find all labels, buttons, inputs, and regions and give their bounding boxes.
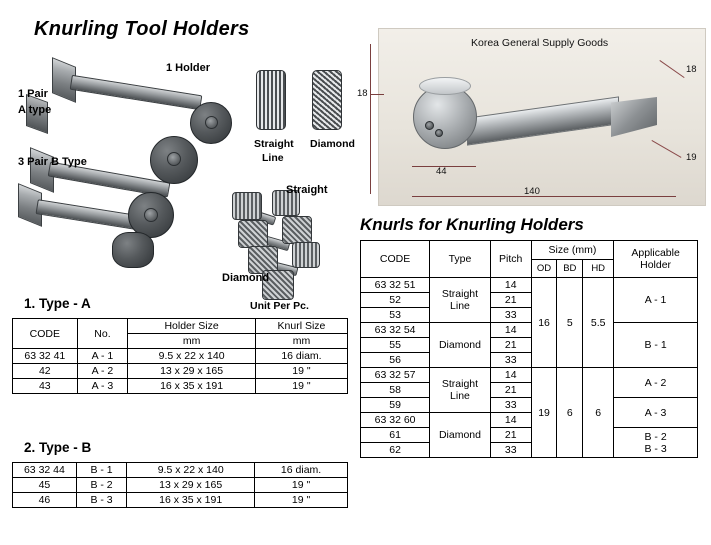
product-photo: [378, 28, 706, 206]
label-three-pair-b-type: 3 Pair B Type: [18, 156, 87, 168]
cell-type-line2: Line: [450, 300, 470, 312]
holder-head-nut-1: [205, 116, 218, 129]
cell-holder: 16 x 35 x 191: [128, 379, 256, 394]
cell-no: B - 1: [76, 463, 126, 478]
cell-code: 55: [361, 338, 430, 353]
label-diamond-swatch: Diamond: [310, 138, 355, 150]
dim-140-line: [412, 196, 676, 197]
cell-code: 42: [13, 364, 78, 379]
table-header-row: [13, 319, 348, 334]
cell-hd: 5.5: [583, 278, 614, 368]
label-one-pair: 1 Pair: [18, 88, 48, 100]
cell-knurl: 19 ": [255, 478, 348, 493]
cell-pitch: 33: [490, 443, 531, 458]
table-row: [361, 323, 698, 338]
header-no: No.: [77, 319, 128, 349]
dim-18-right: 18: [686, 64, 697, 75]
cell-no: B - 3: [76, 493, 126, 508]
table-row: [13, 493, 348, 508]
table-row: [361, 428, 698, 443]
cell-holder: [614, 428, 698, 458]
header-knurl-size-unit: mm: [255, 334, 347, 349]
table-row: [361, 368, 698, 383]
dim-44: 44: [436, 166, 447, 177]
label-diamond-wheels: Diamond: [222, 272, 270, 284]
cell-od: 16: [531, 278, 557, 368]
page-title: Knurling Tool Holders: [34, 18, 250, 40]
cell-pitch: 33: [490, 398, 531, 413]
cell-knurl: 19 ": [255, 493, 348, 508]
cell-code: 63 32 54: [361, 323, 430, 338]
header-holder-size: Holder Size: [128, 319, 256, 334]
knurls-table: [360, 240, 698, 458]
cell-code: 59: [361, 398, 430, 413]
photo-head-screw-2: [435, 129, 443, 137]
holder-head-4: [112, 232, 154, 268]
cell-bd: 5: [557, 278, 583, 368]
cell-type: Diamond: [430, 323, 491, 368]
cell-code: 63 32 57: [361, 368, 430, 383]
cell-code: 58: [361, 383, 430, 398]
cell-holder: 13 x 29 x 165: [128, 364, 256, 379]
cell-pitch: 14: [490, 413, 531, 428]
table-row: [361, 398, 698, 413]
cell-type: [430, 278, 491, 323]
cell-no: A - 2: [77, 364, 128, 379]
cell-knurl: 19 ": [255, 379, 347, 394]
photo-holder-head-top: [419, 77, 471, 95]
cell-bd: 6: [557, 368, 583, 458]
knurl-wheel-straight-3: [292, 242, 320, 268]
cell-no: A - 1: [77, 349, 128, 364]
knurl-wheel-diamond-1: [238, 220, 268, 248]
cell-type: [430, 368, 491, 413]
table-row: [13, 478, 348, 493]
diamond-sample: [312, 70, 342, 130]
header-applicable-holder: [614, 241, 698, 278]
knurls-section-title: Knurls for Knurling Holders: [360, 215, 584, 234]
cell-pitch: 14: [490, 368, 531, 383]
label-line: Line: [262, 152, 284, 164]
knurl-wheel-diamond-2: [282, 216, 312, 244]
cell-code: 43: [13, 379, 78, 394]
label-straight-wheels: Straight: [286, 184, 328, 196]
photo-holder-shank: [467, 96, 619, 145]
cell-type: Diamond: [430, 413, 491, 458]
cell-code: 63 32 41: [13, 349, 78, 364]
cell-holder: 16 x 35 x 191: [127, 493, 255, 508]
knurl-wheel-straight-1: [232, 192, 262, 220]
cell-holder: 9.5 x 22 x 140: [127, 463, 255, 478]
cell-holder: B - 1: [614, 323, 698, 368]
cell-od: 19: [531, 368, 557, 458]
label-one-holder: 1 Holder: [166, 62, 211, 74]
table-row: [13, 379, 348, 394]
cell-code: 53: [361, 308, 430, 323]
cell-code: 63 32 44: [13, 463, 77, 478]
cell-holder-line1: B - 2: [644, 430, 667, 443]
cell-code: 45: [13, 478, 77, 493]
header-pitch: Pitch: [490, 241, 531, 278]
label-a-type: A type: [18, 104, 52, 116]
photo-head-screw-1: [425, 121, 434, 130]
table-row: [361, 278, 698, 293]
holder-handle-1: [70, 75, 203, 110]
header-holder-size-unit: mm: [128, 334, 256, 349]
header-code: CODE: [361, 241, 430, 278]
cell-pitch: 33: [490, 308, 531, 323]
dim-left-vertical: [370, 44, 371, 194]
type-b-section-title: 2. Type - B: [24, 440, 92, 455]
dim-18-left: 18: [357, 88, 368, 99]
straight-line-sample: [256, 70, 286, 130]
cell-type-line1: Straight: [441, 378, 479, 390]
cell-pitch: 14: [490, 278, 531, 293]
header-holder: Holder: [640, 259, 672, 271]
type-b-table: [12, 462, 348, 508]
header-od: OD: [531, 260, 557, 278]
cell-type-line2: Line: [450, 390, 470, 402]
unit-per-pc-note: Unit Per Pc.: [250, 300, 309, 312]
cell-pitch: 21: [490, 428, 531, 443]
dim-140: 140: [524, 186, 540, 197]
cell-no: B - 2: [76, 478, 126, 493]
table-header-row: [361, 241, 698, 260]
header-size: Size (mm): [531, 241, 614, 260]
cell-pitch: 21: [490, 338, 531, 353]
cell-pitch: 21: [490, 293, 531, 308]
cell-holder-line2: B - 3: [644, 442, 667, 455]
header-knurl-size: Knurl Size: [255, 319, 347, 334]
cell-holder: 13 x 29 x 165: [127, 478, 255, 493]
header-code: CODE: [13, 319, 78, 349]
cell-pitch: 14: [490, 323, 531, 338]
cell-no: A - 3: [77, 379, 128, 394]
holder-head-nut-2: [167, 152, 181, 166]
type-a-section-title: 1. Type - A: [24, 296, 91, 311]
header-applicable: Applicable: [631, 247, 680, 259]
table-row: [13, 463, 348, 478]
photo-caption: Korea General Supply Goods: [471, 37, 609, 49]
cell-code: 52: [361, 293, 430, 308]
label-straight: Straight: [254, 138, 294, 150]
cell-holder: A - 2: [614, 368, 698, 398]
header-type: Type: [430, 241, 491, 278]
table-row: [13, 349, 348, 364]
cell-code: 61: [361, 428, 430, 443]
cell-code: 63 32 60: [361, 413, 430, 428]
cell-pitch: 33: [490, 353, 531, 368]
holder-head-nut-3: [144, 208, 158, 222]
cell-code: 56: [361, 353, 430, 368]
cell-code: 62: [361, 443, 430, 458]
table-row: [13, 364, 348, 379]
cell-code: 46: [13, 493, 77, 508]
cell-knurl: 16 diam.: [255, 349, 347, 364]
dim-18-tick: [370, 94, 384, 95]
cell-holder: A - 3: [614, 398, 698, 428]
cell-type-line1: Straight: [441, 288, 479, 300]
cell-holder: 9.5 x 22 x 140: [128, 349, 256, 364]
photo-holder-tip: [611, 97, 657, 137]
dim-19-right: 19: [686, 152, 697, 163]
cell-knurl: 16 diam.: [255, 463, 348, 478]
cell-hd: 6: [583, 368, 614, 458]
cell-holder: A - 1: [614, 278, 698, 323]
cell-pitch: 21: [490, 383, 531, 398]
cell-code: 63 32 51: [361, 278, 430, 293]
header-hd: HD: [583, 260, 614, 278]
type-a-table: [12, 318, 348, 394]
cell-knurl: 19 ": [255, 364, 347, 379]
header-bd: BD: [557, 260, 583, 278]
